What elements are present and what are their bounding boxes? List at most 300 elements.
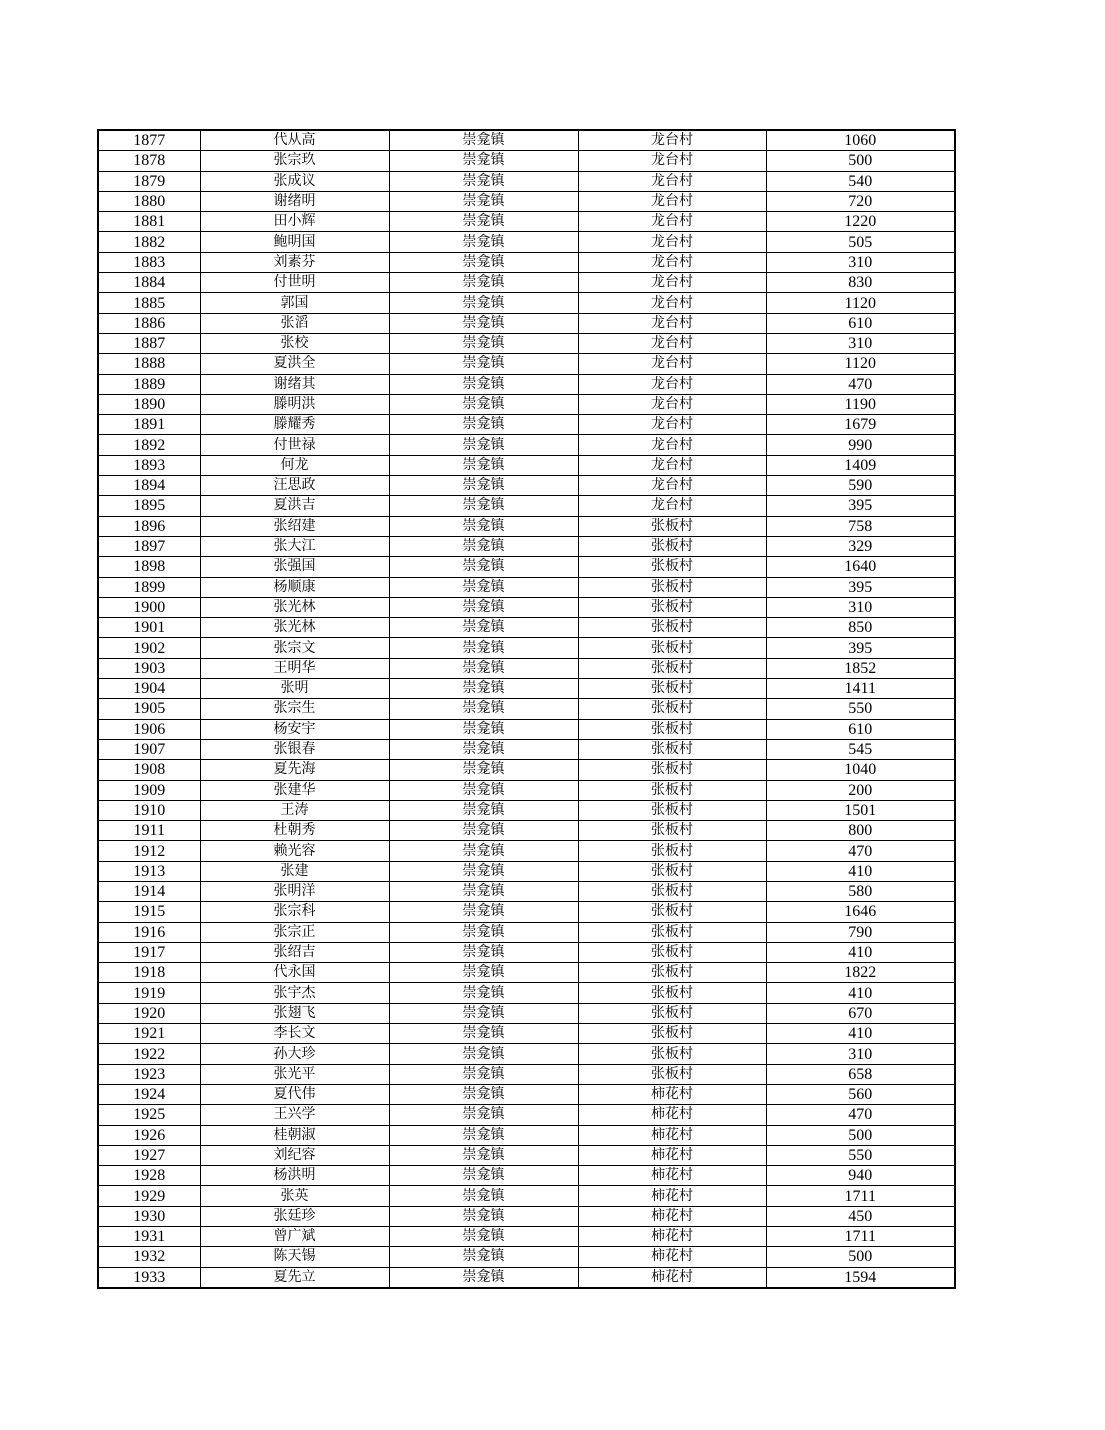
amount-cell: 1120 — [766, 354, 955, 374]
row-number-cell: 1925 — [98, 1105, 200, 1125]
table-row — [98, 1145, 955, 1165]
town-cell: 崇龛镇 — [389, 800, 578, 820]
town-cell: 崇龛镇 — [389, 577, 578, 597]
amount-cell: 470 — [766, 374, 955, 394]
row-number-cell: 1902 — [98, 638, 200, 658]
town-cell: 崇龛镇 — [389, 1024, 578, 1044]
row-number-cell: 1929 — [98, 1186, 200, 1206]
village-cell: 龙台村 — [578, 212, 766, 232]
name-cell: 代从高 — [200, 130, 389, 151]
name-cell: 刘纪容 — [200, 1145, 389, 1165]
amount-cell: 200 — [766, 780, 955, 800]
table-row — [98, 800, 955, 820]
name-cell: 张绍吉 — [200, 942, 389, 962]
table-row — [98, 1125, 955, 1145]
village-cell: 张板村 — [578, 861, 766, 881]
town-cell: 崇龛镇 — [389, 1247, 578, 1267]
village-cell: 柿花村 — [578, 1105, 766, 1125]
row-number-cell: 1891 — [98, 415, 200, 435]
town-cell: 崇龛镇 — [389, 1003, 578, 1023]
table-row — [98, 760, 955, 780]
village-cell: 张板村 — [578, 719, 766, 739]
name-cell: 孙大珍 — [200, 1044, 389, 1064]
village-cell: 张板村 — [578, 1044, 766, 1064]
amount-cell: 395 — [766, 496, 955, 516]
name-cell: 夏代伟 — [200, 1084, 389, 1104]
town-cell: 崇龛镇 — [389, 719, 578, 739]
village-cell: 柿花村 — [578, 1084, 766, 1104]
table-row — [98, 881, 955, 901]
town-cell: 崇龛镇 — [389, 821, 578, 841]
town-cell: 崇龛镇 — [389, 557, 578, 577]
amount-cell: 395 — [766, 577, 955, 597]
row-number-cell: 1894 — [98, 476, 200, 496]
town-cell: 崇龛镇 — [389, 476, 578, 496]
name-cell: 谢绪其 — [200, 374, 389, 394]
name-cell: 曾广斌 — [200, 1227, 389, 1247]
table-row — [98, 963, 955, 983]
amount-cell: 850 — [766, 618, 955, 638]
amount-cell: 500 — [766, 1247, 955, 1267]
table-row — [98, 1105, 955, 1125]
table-row — [98, 435, 955, 455]
table-row — [98, 597, 955, 617]
name-cell: 张银春 — [200, 739, 389, 759]
row-number-cell: 1926 — [98, 1125, 200, 1145]
name-cell: 桂朝淑 — [200, 1125, 389, 1145]
table-row — [98, 496, 955, 516]
name-cell: 张大江 — [200, 536, 389, 556]
name-cell: 李长文 — [200, 1024, 389, 1044]
village-cell: 张板村 — [578, 881, 766, 901]
row-number-cell: 1927 — [98, 1145, 200, 1165]
table-row — [98, 1206, 955, 1226]
town-cell: 崇龛镇 — [389, 1105, 578, 1125]
name-cell: 杨安宇 — [200, 719, 389, 739]
village-cell: 龙台村 — [578, 394, 766, 414]
town-cell: 崇龛镇 — [389, 232, 578, 252]
town-cell: 崇龛镇 — [389, 1145, 578, 1165]
row-number-cell: 1897 — [98, 536, 200, 556]
table-row — [98, 476, 955, 496]
row-number-cell: 1892 — [98, 435, 200, 455]
row-number-cell: 1900 — [98, 597, 200, 617]
village-cell: 张板村 — [578, 536, 766, 556]
table-row — [98, 577, 955, 597]
row-number-cell: 1912 — [98, 841, 200, 861]
table-row — [98, 171, 955, 191]
village-cell: 龙台村 — [578, 130, 766, 151]
table-row — [98, 658, 955, 678]
row-number-cell: 1904 — [98, 679, 200, 699]
town-cell: 崇龛镇 — [389, 760, 578, 780]
village-cell: 张板村 — [578, 597, 766, 617]
row-number-cell: 1924 — [98, 1084, 200, 1104]
name-cell: 夏洪全 — [200, 354, 389, 374]
row-number-cell: 1896 — [98, 516, 200, 536]
table-row — [98, 983, 955, 1003]
name-cell: 杨洪明 — [200, 1166, 389, 1186]
village-cell: 柿花村 — [578, 1206, 766, 1226]
table-row — [98, 902, 955, 922]
amount-cell: 1711 — [766, 1227, 955, 1247]
name-cell: 张滔 — [200, 313, 389, 333]
table-row — [98, 232, 955, 252]
village-cell: 张板村 — [578, 942, 766, 962]
village-cell: 龙台村 — [578, 354, 766, 374]
town-cell: 崇龛镇 — [389, 841, 578, 861]
row-number-cell: 1901 — [98, 618, 200, 638]
row-number-cell: 1906 — [98, 719, 200, 739]
amount-cell: 590 — [766, 476, 955, 496]
amount-cell: 1822 — [766, 963, 955, 983]
village-cell: 张板村 — [578, 699, 766, 719]
town-cell: 崇龛镇 — [389, 252, 578, 272]
town-cell: 崇龛镇 — [389, 415, 578, 435]
town-cell: 崇龛镇 — [389, 333, 578, 353]
amount-cell: 1640 — [766, 557, 955, 577]
amount-cell: 940 — [766, 1166, 955, 1186]
name-cell: 张校 — [200, 333, 389, 353]
amount-cell: 658 — [766, 1064, 955, 1084]
row-number-cell: 1933 — [98, 1267, 200, 1288]
table-row — [98, 1084, 955, 1104]
table-row — [98, 1247, 955, 1267]
name-cell: 滕明洪 — [200, 394, 389, 414]
village-cell: 龙台村 — [578, 191, 766, 211]
name-cell: 张宇杰 — [200, 983, 389, 1003]
village-cell: 龙台村 — [578, 455, 766, 475]
amount-cell: 560 — [766, 1084, 955, 1104]
village-cell: 张板村 — [578, 760, 766, 780]
amount-cell: 329 — [766, 536, 955, 556]
row-number-cell: 1914 — [98, 881, 200, 901]
village-cell: 龙台村 — [578, 171, 766, 191]
table-row — [98, 1044, 955, 1064]
name-cell: 张宗科 — [200, 902, 389, 922]
village-cell: 张板村 — [578, 963, 766, 983]
town-cell: 崇龛镇 — [389, 212, 578, 232]
amount-cell: 450 — [766, 1206, 955, 1226]
name-cell: 夏洪吉 — [200, 496, 389, 516]
amount-cell: 1411 — [766, 679, 955, 699]
village-cell: 龙台村 — [578, 415, 766, 435]
table-body — [98, 130, 955, 1288]
row-number-cell: 1885 — [98, 293, 200, 313]
amount-cell: 800 — [766, 821, 955, 841]
village-cell: 柿花村 — [578, 1247, 766, 1267]
row-number-cell: 1895 — [98, 496, 200, 516]
village-cell: 龙台村 — [578, 151, 766, 171]
town-cell: 崇龛镇 — [389, 1084, 578, 1104]
village-cell: 龙台村 — [578, 333, 766, 353]
village-cell: 柿花村 — [578, 1267, 766, 1288]
village-cell: 张板村 — [578, 922, 766, 942]
row-number-cell: 1886 — [98, 313, 200, 333]
name-cell: 刘素芬 — [200, 252, 389, 272]
row-number-cell: 1905 — [98, 699, 200, 719]
row-number-cell: 1915 — [98, 902, 200, 922]
table-row — [98, 130, 955, 151]
table-row — [98, 1166, 955, 1186]
name-cell: 张英 — [200, 1186, 389, 1206]
town-cell: 崇龛镇 — [389, 394, 578, 414]
row-number-cell: 1882 — [98, 232, 200, 252]
row-number-cell: 1930 — [98, 1206, 200, 1226]
town-cell: 崇龛镇 — [389, 536, 578, 556]
town-cell: 崇龛镇 — [389, 151, 578, 171]
amount-cell: 310 — [766, 1044, 955, 1064]
row-number-cell: 1918 — [98, 963, 200, 983]
row-number-cell: 1928 — [98, 1166, 200, 1186]
town-cell: 崇龛镇 — [389, 1044, 578, 1064]
row-number-cell: 1898 — [98, 557, 200, 577]
town-cell: 崇龛镇 — [389, 922, 578, 942]
table-row — [98, 374, 955, 394]
amount-cell: 1220 — [766, 212, 955, 232]
table-row — [98, 536, 955, 556]
amount-cell: 550 — [766, 699, 955, 719]
town-cell: 崇龛镇 — [389, 679, 578, 699]
name-cell: 鲍明国 — [200, 232, 389, 252]
village-cell: 张板村 — [578, 800, 766, 820]
table-row — [98, 1267, 955, 1288]
town-cell: 崇龛镇 — [389, 739, 578, 759]
amount-cell: 1679 — [766, 415, 955, 435]
town-cell: 崇龛镇 — [389, 1166, 578, 1186]
amount-cell: 470 — [766, 841, 955, 861]
table-row — [98, 516, 955, 536]
village-cell: 张板村 — [578, 1064, 766, 1084]
amount-cell: 410 — [766, 1024, 955, 1044]
name-cell: 张绍建 — [200, 516, 389, 536]
name-cell: 谢绪明 — [200, 191, 389, 211]
amount-cell: 580 — [766, 881, 955, 901]
row-number-cell: 1878 — [98, 151, 200, 171]
amount-cell: 1711 — [766, 1186, 955, 1206]
table-row — [98, 1024, 955, 1044]
town-cell: 崇龛镇 — [389, 942, 578, 962]
village-cell: 柿花村 — [578, 1125, 766, 1145]
amount-cell: 1594 — [766, 1267, 955, 1288]
town-cell: 崇龛镇 — [389, 191, 578, 211]
row-number-cell: 1893 — [98, 455, 200, 475]
name-cell: 张光林 — [200, 597, 389, 617]
amount-cell: 1501 — [766, 800, 955, 820]
row-number-cell: 1883 — [98, 252, 200, 272]
row-number-cell: 1909 — [98, 780, 200, 800]
table-row — [98, 638, 955, 658]
amount-cell: 540 — [766, 171, 955, 191]
village-cell: 张板村 — [578, 658, 766, 678]
amount-cell: 410 — [766, 983, 955, 1003]
row-number-cell: 1899 — [98, 577, 200, 597]
amount-cell: 790 — [766, 922, 955, 942]
town-cell: 崇龛镇 — [389, 597, 578, 617]
table-row — [98, 780, 955, 800]
town-cell: 崇龛镇 — [389, 861, 578, 881]
name-cell: 张光林 — [200, 618, 389, 638]
amount-cell: 310 — [766, 597, 955, 617]
town-cell: 崇龛镇 — [389, 618, 578, 638]
village-cell: 柿花村 — [578, 1145, 766, 1165]
table-row — [98, 394, 955, 414]
name-cell: 张宗玖 — [200, 151, 389, 171]
village-cell: 张板村 — [578, 780, 766, 800]
table-row — [98, 212, 955, 232]
name-cell: 张建 — [200, 861, 389, 881]
name-cell: 夏先立 — [200, 1267, 389, 1288]
row-number-cell: 1889 — [98, 374, 200, 394]
name-cell: 杨顺康 — [200, 577, 389, 597]
row-number-cell: 1880 — [98, 191, 200, 211]
row-number-cell: 1903 — [98, 658, 200, 678]
table-row — [98, 861, 955, 881]
town-cell: 崇龛镇 — [389, 455, 578, 475]
village-cell: 龙台村 — [578, 313, 766, 333]
row-number-cell: 1907 — [98, 739, 200, 759]
village-cell: 张板村 — [578, 1024, 766, 1044]
amount-cell: 1646 — [766, 902, 955, 922]
table-row — [98, 1064, 955, 1084]
name-cell: 郭国 — [200, 293, 389, 313]
name-cell: 张宗文 — [200, 638, 389, 658]
village-cell: 张板村 — [578, 1003, 766, 1023]
town-cell: 崇龛镇 — [389, 780, 578, 800]
name-cell: 张明洋 — [200, 881, 389, 901]
amount-cell: 500 — [766, 1125, 955, 1145]
amount-cell: 470 — [766, 1105, 955, 1125]
village-cell: 张板村 — [578, 679, 766, 699]
town-cell: 崇龛镇 — [389, 638, 578, 658]
name-cell: 田小辉 — [200, 212, 389, 232]
amount-cell: 1120 — [766, 293, 955, 313]
village-cell: 张板村 — [578, 577, 766, 597]
name-cell: 张宗生 — [200, 699, 389, 719]
amount-cell: 410 — [766, 942, 955, 962]
table-row — [98, 293, 955, 313]
town-cell: 崇龛镇 — [389, 435, 578, 455]
village-cell: 张板村 — [578, 821, 766, 841]
row-number-cell: 1917 — [98, 942, 200, 962]
table-row — [98, 1186, 955, 1206]
name-cell: 张廷珍 — [200, 1206, 389, 1226]
table-row — [98, 191, 955, 211]
table-row — [98, 1227, 955, 1247]
village-cell: 张板村 — [578, 618, 766, 638]
village-cell: 张板村 — [578, 739, 766, 759]
row-number-cell: 1879 — [98, 171, 200, 191]
village-cell: 龙台村 — [578, 374, 766, 394]
table-row — [98, 273, 955, 293]
town-cell: 崇龛镇 — [389, 496, 578, 516]
name-cell: 夏先海 — [200, 760, 389, 780]
amount-cell: 1040 — [766, 760, 955, 780]
table-row — [98, 739, 955, 759]
town-cell: 崇龛镇 — [389, 1227, 578, 1247]
amount-cell: 550 — [766, 1145, 955, 1165]
amount-cell: 1409 — [766, 455, 955, 475]
amount-cell: 310 — [766, 252, 955, 272]
name-cell: 张明 — [200, 679, 389, 699]
amount-cell: 610 — [766, 313, 955, 333]
town-cell: 崇龛镇 — [389, 374, 578, 394]
town-cell: 崇龛镇 — [389, 516, 578, 536]
name-cell: 陈天锡 — [200, 1247, 389, 1267]
amount-cell: 1190 — [766, 394, 955, 414]
amount-cell: 1060 — [766, 130, 955, 151]
village-cell: 龙台村 — [578, 232, 766, 252]
town-cell: 崇龛镇 — [389, 1064, 578, 1084]
row-number-cell: 1916 — [98, 922, 200, 942]
amount-cell: 545 — [766, 739, 955, 759]
village-cell: 龙台村 — [578, 476, 766, 496]
town-cell: 崇龛镇 — [389, 313, 578, 333]
village-cell: 柿花村 — [578, 1166, 766, 1186]
name-cell: 张强国 — [200, 557, 389, 577]
table-row — [98, 313, 955, 333]
table-row — [98, 719, 955, 739]
town-cell: 崇龛镇 — [389, 881, 578, 901]
table-row — [98, 679, 955, 699]
amount-cell: 410 — [766, 861, 955, 881]
village-cell: 张板村 — [578, 902, 766, 922]
row-number-cell: 1888 — [98, 354, 200, 374]
village-cell: 龙台村 — [578, 252, 766, 272]
village-cell: 龙台村 — [578, 273, 766, 293]
amount-cell: 990 — [766, 435, 955, 455]
town-cell: 崇龛镇 — [389, 699, 578, 719]
town-cell: 崇龛镇 — [389, 983, 578, 1003]
village-cell: 龙台村 — [578, 435, 766, 455]
row-number-cell: 1877 — [98, 130, 200, 151]
village-cell: 张板村 — [578, 638, 766, 658]
data-table — [97, 129, 956, 1289]
name-cell: 张宗正 — [200, 922, 389, 942]
name-cell: 滕耀秀 — [200, 415, 389, 435]
town-cell: 崇龛镇 — [389, 1267, 578, 1288]
amount-cell: 670 — [766, 1003, 955, 1023]
town-cell: 崇龛镇 — [389, 354, 578, 374]
row-number-cell: 1890 — [98, 394, 200, 414]
table-row — [98, 618, 955, 638]
name-cell: 杜朝秀 — [200, 821, 389, 841]
row-number-cell: 1931 — [98, 1227, 200, 1247]
name-cell: 张建华 — [200, 780, 389, 800]
row-number-cell: 1920 — [98, 1003, 200, 1023]
amount-cell: 505 — [766, 232, 955, 252]
row-number-cell: 1921 — [98, 1024, 200, 1044]
table-row — [98, 557, 955, 577]
village-cell: 龙台村 — [578, 496, 766, 516]
table-row — [98, 252, 955, 272]
town-cell: 崇龛镇 — [389, 963, 578, 983]
row-number-cell: 1923 — [98, 1064, 200, 1084]
row-number-cell: 1932 — [98, 1247, 200, 1267]
row-number-cell: 1908 — [98, 760, 200, 780]
table-row — [98, 821, 955, 841]
town-cell: 崇龛镇 — [389, 130, 578, 151]
table-row — [98, 922, 955, 942]
name-cell: 王兴学 — [200, 1105, 389, 1125]
amount-cell: 500 — [766, 151, 955, 171]
name-cell: 张翅飞 — [200, 1003, 389, 1023]
town-cell: 崇龛镇 — [389, 1125, 578, 1145]
town-cell: 崇龛镇 — [389, 293, 578, 313]
row-number-cell: 1910 — [98, 800, 200, 820]
name-cell: 汪思政 — [200, 476, 389, 496]
town-cell: 崇龛镇 — [389, 658, 578, 678]
